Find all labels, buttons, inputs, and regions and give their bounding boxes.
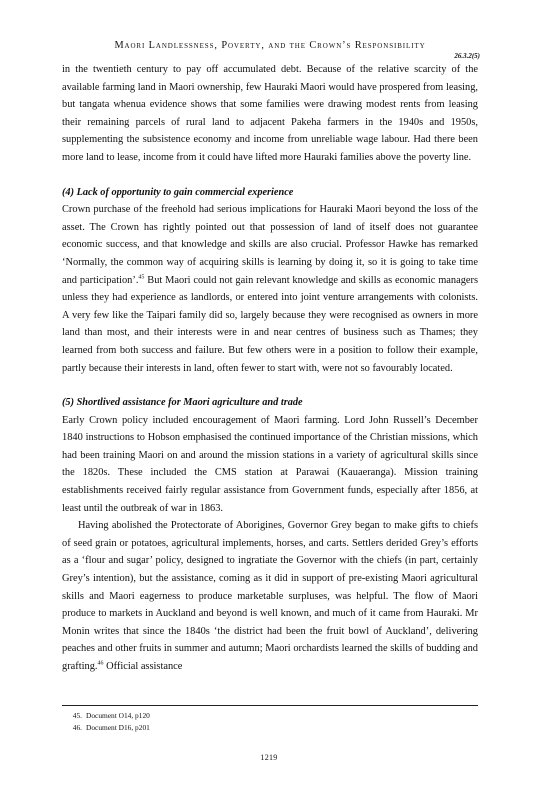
footnote-number: 46. — [72, 723, 82, 732]
paragraph: Early Crown policy included encouragement of Maori farming. Lord John Russell’s December 1840 instructions to Hobson emphasised the continued importance of the Christian missions, which had been training Maori on and around the mission stations in a variety of agricultural skills since the 1820s. These included the CMS station at Parawai (Kauaeranga). Mission training establishments received fairly regular assistance from Government funds, especially after 1856, at least until the outbreak of war in 1863. — [62, 414, 478, 514]
footnote-number: 45. — [72, 711, 82, 720]
paragraph-text: But Maori could not gain relevant knowledge and skills as economic managers unless they had experience as landlords, or entered into joint venture arrangements with colonists. A very few like the Taipari family did so, largely because they were recognised as owners in more land than most, and their interests were in and near centres of business such as Thames; they learned from both success and failure. But few others were in a position to follow their example, partly because their interests in land, often fewer to start with, were not so favourably located. — [62, 274, 479, 374]
paragraph — [62, 201, 478, 377]
footnote-text: Document D16, p201 — [86, 723, 150, 732]
footnotes — [62, 710, 150, 734]
section-heading: (4) Lack of opportunity to gain commercial experience — [62, 186, 294, 198]
footnote — [62, 710, 150, 722]
paragraph-text: Official assistance — [103, 661, 183, 672]
paragraph — [62, 517, 478, 675]
paragraph: in the twentieth century to pay off accumulated debt. Because of the relative scarcity of the available farming land in Maori ownership, few Hauraki Maori would have prospered from leasing, but tangata whenua evidence shows that some families were drawing modest rents from leasing their remaining parcels of rural land to adjacent Pakeha farmers in the 1940s and 1950s, supplementing the subsistence economy and income from unreliable wage labour. Had there been more land to lease, income from it could have lifted more Hauraki families above the poverty line. — [62, 64, 478, 163]
page-number: 1219 — [260, 753, 278, 762]
footnote-ref[interactable]: 45 — [138, 274, 145, 281]
footnote-ref[interactable]: 46 — [97, 660, 104, 667]
footnote — [62, 722, 150, 734]
paragraph-text: Crown purchase of the freehold had serious implications for Hauraki Maori beyond the loss of the asset. The Crown has rightly pointed out that possession of land of itself does not guarantee economic success, and that knowledge and skills are also crucial. Professor Hawke has remarked ‘Normally, the common way of acquiring skills is learning by doing it, so it is going to take time and participation’. — [62, 204, 478, 286]
footnote-text: Document O14, p120 — [86, 711, 150, 720]
paragraph-text: Having abolished the Protectorate of Aborigines, Governor Grey began to make gifts to chiefs of seed grain or potatoes, agricultural implements, horses, and carts. Settlers derided Grey’s efforts as a ‘flour and sugar’ policy, designed to ingratiate the Governor with the chiefs (in part, certainly Grey’s intention), but the assistance, coming as it did in support of pre-existing Maori agricultural skills and Maori eagerness to produce marketable surpluses, was helpful. The flow of Maori produce to markets in Auckland and beyond is well known, and much of it came from Hauraki. Mr Monin writes that since the 1840s ‘the district had been the fruit bowl of Auckland’, delivering peaches and other fruits in summer and autumn; Maori orchardists learned the skills of budding and grafting. — [62, 520, 478, 672]
footnote-divider — [62, 705, 478, 706]
running-head: Maori Landlessness, Poverty, and the Crown’s Responsibility — [114, 40, 426, 51]
section-heading: (5) Shortlived assistance for Maori agriculture and trade — [62, 397, 303, 409]
section-reference: 26.3.2(5) — [454, 52, 480, 60]
body-text — [62, 61, 478, 676]
